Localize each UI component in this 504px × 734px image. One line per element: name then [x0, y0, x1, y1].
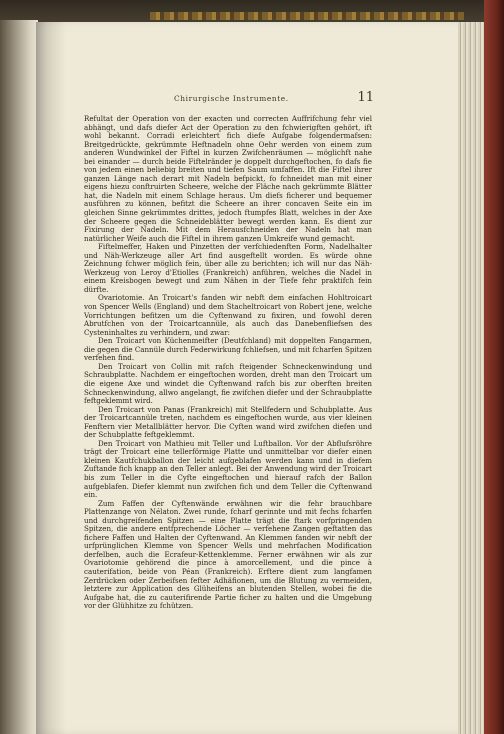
paragraph: Zum Faffen der Cyftenwände erwähnen wir die fehr brauchbare Plattenzange von Nélaton. Zwei runde, fcharf gerinnte und mit fechs fcharfen und durchgreifenden Spitzen — eine Platte trägt die ftark vorfpringenden Spitzen, die andere entfprechende Löcher — verfehene Zangen geftatten das fichere Faffen und Halten der Cyftenwand. An Klemmen fanden wir nebft der urfprünglichen Klemme von Spencer Wells und mehrfachen Modification derfelben, auch die Ecrafeur-Kettenklemme. Ferner erwähnen wir als zur Ovariotomie gehörend die pince à amorcellement, und die pince à cauterifation, beide von Péan (Frankreich). Erftere dient zum langfamen Zerdrücken oder Zerbeifsen fefter Adhäfionen, um die Blutung zu vermeiden, letztere zur Application des Glüheifens an blutenden Stellen, wobei fie die Aufgabe hat, die zu cauterifirende Partie ficher zu halten und die Umgebung vor der Glühhitze zu fchützen. — [84, 498, 372, 611]
page-number: 11 — [357, 90, 374, 105]
book-cover-edge — [484, 0, 504, 734]
fold-shadow — [36, 22, 66, 734]
paragraph: Den Troicart von Küchenmeifter (Deutfchland) mit doppelten Fangarmen, die gegen die Cannüle durch Federwirkung fchliefsen, und mit fcharfen Spitzen verfehen find. — [84, 336, 372, 363]
paragraph: Fiftelmeffer, Haken und Pinzetten der verfchiedenften Form, Nadelhalter und Näh-Werkzeuge aller Art find ausgeftellt worden. Es würde ohne Zeichnung fchwer möglich fein, über alle zu berichten; ich will nur das Näh-Werkzeug von Leroy d'Etiolles (Frankreich) anführen, welches die Nadel in einem Kreisbogen bewegt und zum Nähen in der Tiefe fehr praktifch fein dürfte. — [84, 242, 372, 294]
paragraph: Den Troicart von Mathieu mit Teller und Luftballon. Vor der Abflufsröhre trägt der Troicart eine tellerförmige Platte und unmittelbar vor diefer einen kleinen Kautfchukballon der leicht aufgeblafen werden kann und in diefem Zuftande fich knapp an den Teller anlegt. Bei der Anwendung wird der Troicart bis zum Teller in die Cyfte eingeftochen und hierauf rafch der Ballon aufgeblafen. Diefer klemmt nun zwifchen fich und dem Teller die Cyftenwand ein. — [84, 438, 372, 500]
paragraph: Ovariotomie. An Troicart's fanden wir nebft dem einfachen Hohltroicart von Spencer Wells (England) und dem Stacheltroicart von Robert jene, welche Vorrichtungen befitzen um die Cyftenwand zu fixiren, und fowohl deren Abrutfchen von der Troicartcannüle, als auch das Danebenfliefsen des Cysteninhaltes zu verhindern, und zwar: — [84, 293, 372, 337]
book-gutter — [0, 20, 38, 734]
page-header — [84, 90, 374, 108]
page-edges — [458, 22, 484, 734]
paragraph: Den Troicart von Panas (Frankreich) mit Stellfedern und Schubplatte. Aus der Troicartcannüle treten, nachdem es eingeftochen wurde, aus vier kleinen Fenftern vier Metallblätter hervor. Die Cyften wand wird zwifchen diefen und der Schubplatte feftgeklemmt. — [84, 404, 372, 440]
paragraph: Den Troicart von Collin mit rafch fteigender Schneckenwindung und Schraubplatte. Nachdem er eingeftochen worden, dreht man den Troicart um die eigene Axe und windet die Cyftenwand rafch bis zur oberften breiten Schneckenwindung, allwo angelangt, fie zwifchen diefer und der Schraubplatte feftgeklemmt wird. — [84, 361, 372, 406]
running-title: Chirurgische Instrumente. — [174, 94, 289, 103]
body-text — [84, 115, 372, 611]
paragraph: Refultat der Operation von der exacten und correcten Auffrifchung fehr viel abhängt, und dafs diefer Act der Operation zu den fchwierigften gehört, ift wohl bekannt. Corradi erleichtert fich diefe Aufgabe folgendermafsen: Breitgedrückte, gekrümmte Heftnadeln ohne Oehr werden von einem zum anderen Wundwinkel der Fiftel in kurzen Zwifchenräumen — möglichft nahe bei einander — durch beide Fiftelränder je doppelt durchgeftochen, fo dafs fie von jedem einen beliebig breiten und tiefen Saum umfaffen. Ift die Fiftel ihrer ganzen Länge nach derart mit Nadeln befpickt, fo fchneidet man mit einer eigens hiezu conftruirten Scheere, welche der Fläche nach gekrümmte Blätter hat, die Nadeln mit einem Schlage heraus. Um diefs ficherer und bequemer ausführen zu können, befitzt die Scheere an ihrer concaven Seite ein im gleichen Sinne gekrümmtes drittes, jedoch ftumpfes Blatt, welches in der Axe der Scheere gegen die Schneideblätter bewegt werden kann. Es dient zur Fixirung der Nadeln. Mit dem Herausfchneiden der Nadeln hat man natürlicher Weife auch die Fiftel in ihrem ganzen Umkreife wund gemacht. — [84, 114, 372, 243]
